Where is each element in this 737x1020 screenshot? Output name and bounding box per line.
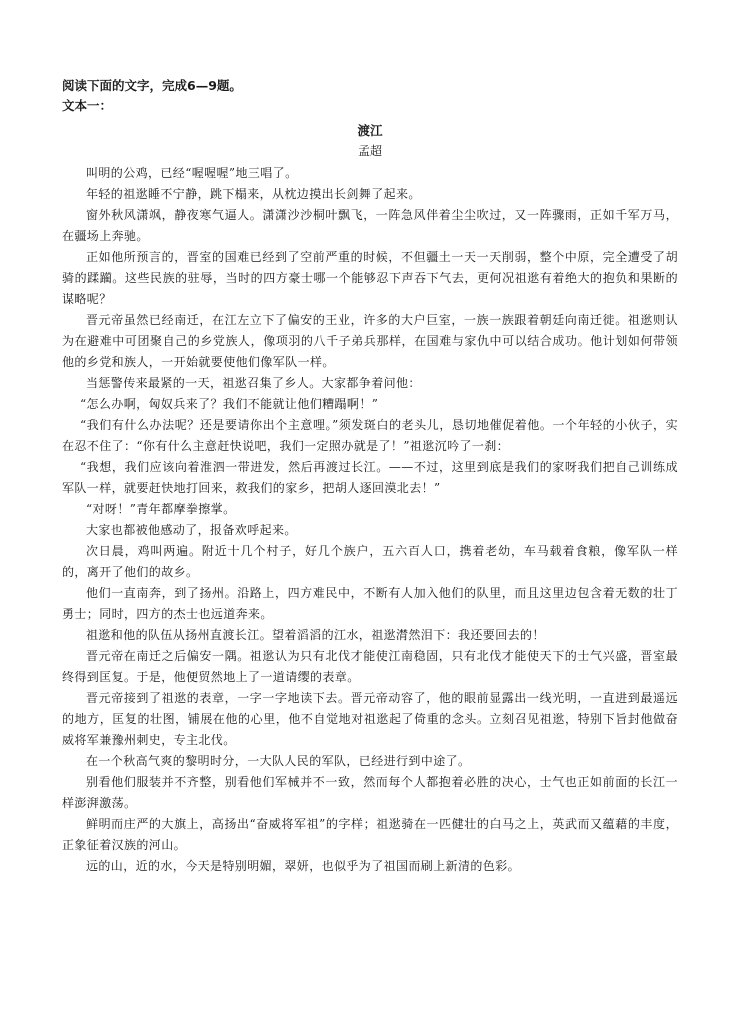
section-label: 文本一：: [62, 98, 113, 113]
paragraph: 晋元帝虽然已经南迁，在江左立下了偏安的王业，许多的大户巨室，一族一族跟着朝廷向南迁徙。祖逖则认为在避难中可团聚自己的乡党族人，像项羽的八千子弟兵那样，在国难与家仇中可以结合成功。他计划如何带领他的乡党和族人，一开始就要使他们像军队一样。: [62, 313, 678, 369]
paragraph: 次日晨，鸡叫两遍。附近十几个村子，好几个族户，五六百人口，携着老幼，车马载着食粮，像军队一样的，离开了他们的故乡。: [62, 544, 678, 579]
paragraph: 他们一直南奔，到了扬州。沿路上，四方难民中，不断有人加入他们的队里，而且这里边包含着无数的壮丁勇士；同时，四方的杰士也远道奔来。: [62, 586, 678, 621]
paragraph: 鲜明而庄严的大旗上，高扬出“奋威将军祖”的字样；祖逖骑在一匹健壮的白马之上，英武而又蕴藉的丰度，正象征着汉族的河山。: [62, 817, 678, 852]
paragraph: 年轻的祖逖睡不宁静，跳下榻来，从枕边摸出长剑舞了起来。: [86, 187, 421, 201]
paragraph: 远的山，近的水，今天是特别明媚，翠妍，也似乎为了祖国而刷上新清的色彩。: [86, 859, 521, 873]
paragraph: 大家也都被他感动了，报备欢呼起来。: [86, 523, 297, 537]
article-body: [62, 163, 678, 877]
article-author: 孟超: [357, 144, 382, 158]
article-title: 渡江: [357, 123, 383, 138]
paragraph: “我们有什么办法呢？还是要请你出个主意哩。”须发斑白的老头儿，恳切地催促着他。一个年轻的小伙子，实在忍不住了：“你有什么主意赶快说吧，我们一定照办就是了！”祖逖沉吟了一刹：: [62, 418, 678, 453]
paragraph: 别看他们服装并不齐整，别看他们军械并不一致，然而每个人都抱着必胜的决心，士气也正如前面的长江一样澎湃激荡。: [62, 775, 678, 810]
paragraph: 窗外秋风潇飒，静夜寒气逼人。潇潇沙沙桐叶飘飞，一阵急风伴着尘尘吹过，又一阵骤雨，正如千军万马，在疆场上奔驰。: [62, 208, 678, 243]
paragraph: 祖逖和他的队伍从扬州直渡长江。望着滔滔的江水，祖逖潸然泪下：我还要回去的！: [86, 628, 545, 642]
paragraph: 晋元帝在南迁之后偏安一隅。祖逖认为只有北伐才能使江南稳固，只有北伐才能使天下的士气兴盛，晋室最终得到匡复。于是，他便贸然地上了一道请缨的表章。: [62, 649, 678, 684]
reading-instruction: 阅读下面的文字，完成6—9题。: [62, 78, 242, 93]
paragraph: 在一个秋高气爽的黎明时分，一大队人民的军队，已经进行到中途了。: [86, 754, 471, 768]
paragraph: 当惩警传来最紧的一天，祖逖召集了乡人。大家都争着问他：: [86, 376, 421, 390]
paragraph: 叫明的公鸡，已经“喔喔喔”地三唱了。: [86, 166, 298, 180]
paragraph: 正如他所预言的，晋室的国难已经到了空前严重的时候，不但疆土一天一天削弱，整个中原，完全遭受了胡骑的蹂躏。这些民族的驻辱，当时的四方豪士哪一个能够忍下声吞下气去，更何况祖逖有着绝大的抱负和果断的谋略呢？: [62, 250, 678, 306]
document-page: [62, 76, 678, 877]
paragraph: “怎么办啊，匈奴兵来了？我们不能就让他们糟蹋啊！”: [80, 397, 379, 411]
paragraph: “我想，我们应该向着淮泗一带进发，然后再渡过长江。——不过，这里到底是我们的家呀我们把自己训练成军队一样，就要赶快地打回来，救我们的家乡，把胡人逐回漠北去！”: [62, 460, 678, 495]
paragraph: 晋元帝接到了祖逖的表章，一字一字地读下去。晋元帝动容了，他的眼前显露出一线光明，一直进到最遥远的地方，匡复的壮图，铺展在他的心里，他不自觉地对祖逖起了倚重的念头。立刻召见祖逖，特别下旨封他做奋威将军兼豫州刺史，专主北伐。: [62, 691, 678, 747]
paragraph: “对呀！”青年都摩拳擦掌。: [86, 502, 236, 516]
